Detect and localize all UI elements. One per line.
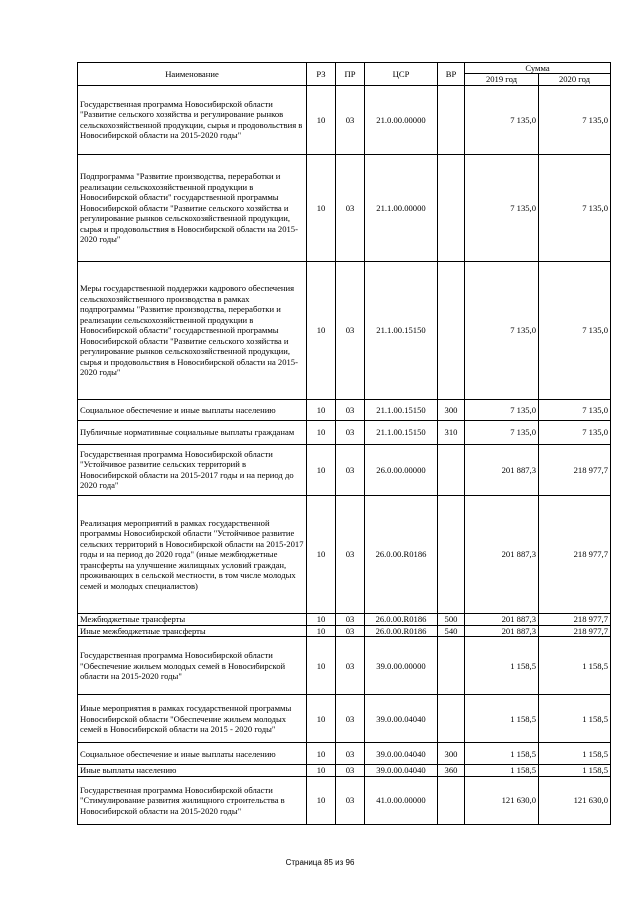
table-row bbox=[78, 399, 611, 420]
row-name-cell: Государственная программа Новосибирской области "Устойчивое развитие сельских территорий в Новосибирской области на 2015-2017 годы и на период до 2020 года" bbox=[78, 444, 307, 495]
row-rz-cell: 10 bbox=[307, 495, 336, 613]
row-2019-cell: 7 135,0 bbox=[465, 399, 539, 420]
header-2020: 2020 год bbox=[539, 74, 611, 85]
table-row bbox=[78, 625, 611, 636]
row-2020-cell: 218 977,7 bbox=[539, 495, 611, 613]
row-csr-cell: 39.0.00.04040 bbox=[365, 743, 438, 765]
header-sum: Сумма bbox=[465, 63, 611, 74]
header-pr: ПР bbox=[336, 63, 365, 86]
row-vr-cell bbox=[438, 444, 465, 495]
row-name-cell: Социальное обеспечение и иные выплаты населению bbox=[78, 743, 307, 765]
row-2020-cell: 121 630,0 bbox=[539, 776, 611, 824]
row-2019-cell: 7 135,0 bbox=[465, 261, 539, 399]
table-row bbox=[78, 613, 611, 625]
row-2020-cell: 7 135,0 bbox=[539, 399, 611, 420]
row-vr-cell bbox=[438, 637, 465, 695]
row-rz-cell: 10 bbox=[307, 625, 336, 636]
budget-table bbox=[77, 62, 611, 825]
row-name-cell: Иные выплаты населению bbox=[78, 765, 307, 776]
row-rz-cell: 10 bbox=[307, 776, 336, 824]
row-csr-cell: 21.1.00.15150 bbox=[365, 261, 438, 399]
row-name-cell: Иные межбюджетные трансферты bbox=[78, 625, 307, 636]
table-row bbox=[78, 444, 611, 495]
row-pr-cell: 03 bbox=[336, 261, 365, 399]
row-2020-cell: 1 158,5 bbox=[539, 637, 611, 695]
row-vr-cell bbox=[438, 261, 465, 399]
row-2019-cell: 121 630,0 bbox=[465, 776, 539, 824]
row-name-cell: Иные мероприятия в рамках государственной программы Новосибирской области "Обеспечение жильем молодых семей в Новосибирской области на 2015 - 2020 годы" bbox=[78, 695, 307, 743]
row-2019-cell: 1 158,5 bbox=[465, 637, 539, 695]
row-pr-cell: 03 bbox=[336, 776, 365, 824]
row-pr-cell: 03 bbox=[336, 154, 365, 261]
row-pr-cell: 03 bbox=[336, 399, 365, 420]
row-2020-cell: 7 135,0 bbox=[539, 154, 611, 261]
row-csr-cell: 39.0.00.04040 bbox=[365, 695, 438, 743]
header-vr: ВР bbox=[438, 63, 465, 86]
row-vr-cell: 500 bbox=[438, 613, 465, 625]
table-row bbox=[78, 695, 611, 743]
row-name-cell: Публичные нормативные социальные выплаты гражданам bbox=[78, 420, 307, 444]
row-rz-cell: 10 bbox=[307, 154, 336, 261]
row-name-cell: Государственная программа Новосибирской области "Стимулирование развития жилищного строительства в Новосибирской области на 2015-2020 годы" bbox=[78, 776, 307, 824]
row-name-cell: Государственная программа Новосибирской области "Развитие сельского хозяйства и регулирование рынков сельскохозяйственной продукции, сырья и продовольствия в Новосибирской области на 2015-2020 годы" bbox=[78, 85, 307, 154]
row-pr-cell: 03 bbox=[336, 85, 365, 154]
row-2019-cell: 201 887,3 bbox=[465, 444, 539, 495]
row-2020-cell: 7 135,0 bbox=[539, 85, 611, 154]
table-body bbox=[78, 85, 611, 824]
row-rz-cell: 10 bbox=[307, 743, 336, 765]
row-vr-cell: 310 bbox=[438, 420, 465, 444]
table-row bbox=[78, 776, 611, 824]
row-2019-cell: 7 135,0 bbox=[465, 85, 539, 154]
row-vr-cell bbox=[438, 154, 465, 261]
row-vr-cell: 540 bbox=[438, 625, 465, 636]
table-row bbox=[78, 495, 611, 613]
row-pr-cell: 03 bbox=[336, 637, 365, 695]
row-vr-cell bbox=[438, 776, 465, 824]
row-name-cell: Межбюджетные трансферты bbox=[78, 613, 307, 625]
row-csr-cell: 21.1.00.15150 bbox=[365, 420, 438, 444]
row-2019-cell: 7 135,0 bbox=[465, 154, 539, 261]
row-pr-cell: 03 bbox=[336, 625, 365, 636]
row-vr-cell: 300 bbox=[438, 743, 465, 765]
row-name-cell: Подпрограмма "Развитие производства, переработки и реализации сельскохозяйственной продукции в Новосибирской области" государственной программы Новосибирской области "Развитие сельского хозяйства и регулирование рынков сельскохозяйственной продукции, сырья и продовольствия в Новосибирской области на 2015-2020 годы" bbox=[78, 154, 307, 261]
row-csr-cell: 39.0.00.00000 bbox=[365, 637, 438, 695]
row-pr-cell: 03 bbox=[336, 420, 365, 444]
header-2019: 2019 год bbox=[465, 74, 539, 85]
row-csr-cell: 21.0.00.00000 bbox=[365, 85, 438, 154]
header-rz: РЗ bbox=[307, 63, 336, 86]
row-2020-cell: 1 158,5 bbox=[539, 765, 611, 776]
header-csr: ЦСР bbox=[365, 63, 438, 86]
row-2019-cell: 1 158,5 bbox=[465, 765, 539, 776]
row-2020-cell: 218 977,7 bbox=[539, 613, 611, 625]
row-2019-cell: 1 158,5 bbox=[465, 743, 539, 765]
table-row bbox=[78, 765, 611, 776]
row-2019-cell: 7 135,0 bbox=[465, 420, 539, 444]
row-pr-cell: 03 bbox=[336, 743, 365, 765]
table-row bbox=[78, 261, 611, 399]
row-2020-cell: 1 158,5 bbox=[539, 695, 611, 743]
row-vr-cell bbox=[438, 695, 465, 743]
row-name-cell: Социальное обеспечение и иные выплаты населению bbox=[78, 399, 307, 420]
row-csr-cell: 41.0.00.00000 bbox=[365, 776, 438, 824]
table-row bbox=[78, 154, 611, 261]
table-row bbox=[78, 420, 611, 444]
row-2019-cell: 201 887,3 bbox=[465, 625, 539, 636]
row-csr-cell: 39.0.00.04040 bbox=[365, 765, 438, 776]
row-2019-cell: 201 887,3 bbox=[465, 495, 539, 613]
row-2020-cell: 7 135,0 bbox=[539, 420, 611, 444]
table-row bbox=[78, 85, 611, 154]
row-pr-cell: 03 bbox=[336, 613, 365, 625]
row-name-cell: Государственная программа Новосибирской области "Обеспечение жильем молодых семей в Новосибирской области на 2015-2020 годы" bbox=[78, 637, 307, 695]
row-pr-cell: 03 bbox=[336, 695, 365, 743]
row-csr-cell: 26.0.00.R0186 bbox=[365, 495, 438, 613]
row-vr-cell bbox=[438, 495, 465, 613]
row-2020-cell: 218 977,7 bbox=[539, 444, 611, 495]
row-vr-cell bbox=[438, 85, 465, 154]
row-pr-cell: 03 bbox=[336, 495, 365, 613]
row-csr-cell: 21.1.00.15150 bbox=[365, 399, 438, 420]
row-csr-cell: 26.0.00.R0186 bbox=[365, 625, 438, 636]
row-2019-cell: 1 158,5 bbox=[465, 695, 539, 743]
row-rz-cell: 10 bbox=[307, 765, 336, 776]
row-rz-cell: 10 bbox=[307, 399, 336, 420]
row-rz-cell: 10 bbox=[307, 85, 336, 154]
table-row bbox=[78, 743, 611, 765]
row-csr-cell: 21.1.00.00000 bbox=[365, 154, 438, 261]
row-csr-cell: 26.0.00.00000 bbox=[365, 444, 438, 495]
row-rz-cell: 10 bbox=[307, 637, 336, 695]
row-name-cell: Меры государственной поддержки кадрового обеспечения сельскохозяйственного производства в рамках подпрограммы "Развитие производства, переработки и реализации сельскохозяйственной продукции в Новосибирской области" государственной программы Новосибирской области "Развитие сельского хозяйства и регулирование рынков сельскохозяйственной продукции, сырья и продовольствия в Новосибирской области на 2015-2020 годы" bbox=[78, 261, 307, 399]
row-2020-cell: 1 158,5 bbox=[539, 743, 611, 765]
header-name: Наименование bbox=[78, 63, 307, 86]
row-csr-cell: 26.0.00.R0186 bbox=[365, 613, 438, 625]
row-2019-cell: 201 887,3 bbox=[465, 613, 539, 625]
row-name-cell: Реализация мероприятий в рамках государственной программы Новосибирской области "Устойчивое развитие сельских территорий в Новосибирской области на 2015-2017 годы и на период до 2020 года" (иные межбюджетные трансферты на улучшение жилищных условий граждан, проживающих в сельской местности, в том числе молодых семей и молодых специалистов) bbox=[78, 495, 307, 613]
row-rz-cell: 10 bbox=[307, 420, 336, 444]
row-2020-cell: 7 135,0 bbox=[539, 261, 611, 399]
page-number: Страница 85 из 96 bbox=[285, 858, 355, 867]
table-row bbox=[78, 637, 611, 695]
row-2020-cell: 218 977,7 bbox=[539, 625, 611, 636]
row-rz-cell: 10 bbox=[307, 261, 336, 399]
row-rz-cell: 10 bbox=[307, 695, 336, 743]
row-rz-cell: 10 bbox=[307, 613, 336, 625]
row-pr-cell: 03 bbox=[336, 765, 365, 776]
row-rz-cell: 10 bbox=[307, 444, 336, 495]
row-pr-cell: 03 bbox=[336, 444, 365, 495]
row-vr-cell: 360 bbox=[438, 765, 465, 776]
row-vr-cell: 300 bbox=[438, 399, 465, 420]
